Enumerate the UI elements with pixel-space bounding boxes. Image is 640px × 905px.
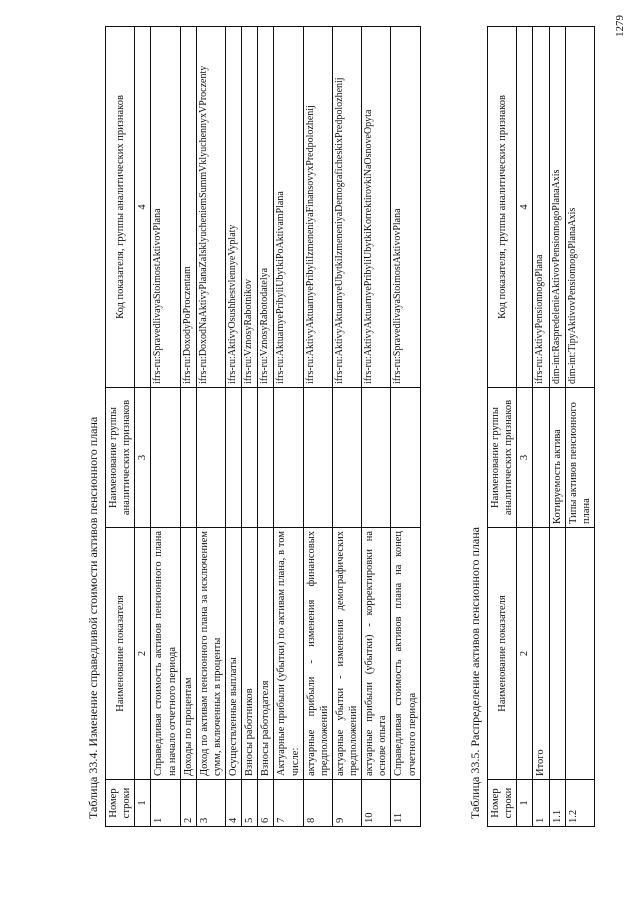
col-number: 4 bbox=[135, 27, 151, 388]
table-header-row bbox=[488, 27, 517, 827]
indicator-name-cell: Актуарные прибыли (убытки) по активам плана, в том числе: bbox=[274, 528, 303, 780]
table-row bbox=[362, 27, 391, 827]
indicator-code-cell: ifrs-ru:VznosyRabotnikov bbox=[242, 27, 258, 388]
col-number: 3 bbox=[135, 388, 151, 528]
indicator-name-cell: актуарные прибыли - изменения финансовых предположений bbox=[303, 528, 332, 780]
indicator-code-cell: ifrs-ru:SpravedlivayaStoimostAktivovPlana bbox=[151, 27, 180, 388]
header-group-name: Наименование группы аналитических признаков bbox=[106, 388, 135, 528]
row-number-cell: 2 bbox=[180, 780, 196, 827]
header-indicator-name: Наименование показателя bbox=[488, 528, 517, 780]
row-number-cell: 10 bbox=[362, 780, 391, 827]
table-row bbox=[565, 27, 594, 827]
indicator-code-cell: dim-int:TipyAktivovPensionnogoPlanaAxis bbox=[565, 27, 594, 388]
group-name-cell bbox=[242, 388, 258, 528]
indicator-code-cell: ifrs-ru:AktivyAktuarnyePribyliUbytkiKorrektirovkiNaOsnoveOpyta bbox=[362, 27, 391, 388]
table-33-5 bbox=[487, 26, 595, 827]
table-row bbox=[274, 27, 303, 827]
indicator-code-cell: ifrs-ru:DoxodyPoProczentam bbox=[180, 27, 196, 388]
col-number: 1 bbox=[517, 780, 533, 827]
row-number-cell: 3 bbox=[196, 780, 225, 827]
table-row bbox=[151, 27, 180, 827]
header-code: Код показателя, группы аналитических признаков bbox=[106, 27, 135, 388]
indicator-name-cell: Осуществленные выплаты bbox=[226, 528, 242, 780]
table-row bbox=[391, 27, 420, 827]
group-name-cell bbox=[151, 388, 180, 528]
group-name-cell bbox=[226, 388, 242, 528]
group-name-cell: Типы активов пенсионного плана bbox=[565, 388, 594, 528]
indicator-code-cell: ifrs-ru:AktivyAktuarnyePribyliIzmeneniyaFinansovyxPredpolozhenij bbox=[303, 27, 332, 388]
row-number-cell: 4 bbox=[226, 780, 242, 827]
col-number: 4 bbox=[517, 27, 533, 388]
table-row bbox=[303, 27, 332, 827]
group-name-cell bbox=[274, 388, 303, 528]
indicator-name-cell: Взносы работников bbox=[242, 528, 258, 780]
row-number-cell: 11 bbox=[391, 780, 420, 827]
table-33-4 bbox=[105, 26, 421, 827]
indicator-code-cell: dim-int:RaspredelenieAktivovPensionnogoPlanaAxis bbox=[549, 27, 565, 388]
indicator-name-cell bbox=[565, 528, 594, 780]
row-number-cell: 9 bbox=[332, 780, 361, 827]
indicator-name-cell: Доход по активам пенсионного плана за исключением сумм, включенных в проценты bbox=[196, 528, 225, 780]
indicator-name-cell: Справедливая стоимость активов пенсионного плана на начало отчетного периода bbox=[151, 528, 180, 780]
table-row bbox=[258, 27, 274, 827]
col-number: 1 bbox=[135, 780, 151, 827]
col-number: 3 bbox=[517, 388, 533, 528]
table-33-4-title: Таблица 33.4. Изменение справедливой стоимости активов пенсионного плана bbox=[86, 416, 100, 819]
indicator-name-cell: актуарные убытки - изменения демографических предположений bbox=[332, 528, 361, 780]
table-row bbox=[196, 27, 225, 827]
group-name-cell: Котируемость актива bbox=[549, 388, 565, 528]
indicator-code-cell: ifrs-ru:SpravedlivayaStoimostAktivovPlana bbox=[391, 27, 420, 388]
header-group-name: Наименование группы аналитических признаков bbox=[488, 388, 517, 528]
table-row bbox=[332, 27, 361, 827]
row-number-cell: 5 bbox=[242, 780, 258, 827]
table-row bbox=[242, 27, 258, 827]
indicator-name-cell: Взносы работодателя bbox=[258, 528, 274, 780]
group-name-cell bbox=[533, 388, 549, 528]
indicator-name-cell: Итого bbox=[533, 528, 549, 780]
group-name-cell bbox=[258, 388, 274, 528]
table-row bbox=[226, 27, 242, 827]
row-number-cell: 1.2 bbox=[565, 780, 594, 827]
header-indicator-name: Наименование показателя bbox=[106, 528, 135, 780]
indicator-code-cell: ifrs-ru:VznosyRabotodatelya bbox=[258, 27, 274, 388]
col-number: 2 bbox=[517, 528, 533, 780]
indicator-code-cell: ifrs-ru:AktivyPensionnogoPlana bbox=[533, 27, 549, 388]
row-number-cell: 8 bbox=[303, 780, 332, 827]
table-row bbox=[533, 27, 549, 827]
indicator-name-cell bbox=[549, 528, 565, 780]
indicator-code-cell: ifrs-ru:DoxodNaAktivyPlanaZaIsklyucheniemSummVklyuchennyxVProczenty bbox=[196, 27, 225, 388]
page-number: 1279 bbox=[614, 15, 626, 37]
indicator-name-cell: актуарные прибыли (убытки) - корректировки на основе опыта bbox=[362, 528, 391, 780]
table-header-row bbox=[106, 27, 135, 827]
row-number-cell: 7 bbox=[274, 780, 303, 827]
row-number-cell: 1 bbox=[151, 780, 180, 827]
indicator-code-cell: ifrs-ru:AktuarnyePribyliUbytkiPoAktivamPlana bbox=[274, 27, 303, 388]
indicator-code-cell: ifrs-ru:AktivyOsushhestvlennyeVyplaty bbox=[226, 27, 242, 388]
column-number-row bbox=[517, 27, 533, 827]
table-33-5-title: Таблица 33.5. Распределение активов пенсионного плана bbox=[468, 527, 482, 819]
indicator-name-cell: Доходы по процентам bbox=[180, 528, 196, 780]
indicator-code-cell: ifrs-ru:AktivyAktuarnyeUbytkiIzmeneniyaDemograficheskixPredpolozhenij bbox=[332, 27, 361, 388]
group-name-cell bbox=[180, 388, 196, 528]
header-row-number: Номер строки bbox=[106, 780, 135, 827]
row-number-cell: 1.1 bbox=[549, 780, 565, 827]
table-row bbox=[180, 27, 196, 827]
group-name-cell bbox=[391, 388, 420, 528]
row-number-cell: 6 bbox=[258, 780, 274, 827]
indicator-name-cell: Справедливая стоимость активов плана на конец отчетного периода bbox=[391, 528, 420, 780]
table-row bbox=[549, 27, 565, 827]
group-name-cell bbox=[362, 388, 391, 528]
group-name-cell bbox=[303, 388, 332, 528]
group-name-cell bbox=[196, 388, 225, 528]
header-code: Код показателя, группы аналитических признаков bbox=[488, 27, 517, 388]
col-number: 2 bbox=[135, 528, 151, 780]
column-number-row bbox=[135, 27, 151, 827]
group-name-cell bbox=[332, 388, 361, 528]
row-number-cell: 1 bbox=[533, 780, 549, 827]
header-row-number: Номер строки bbox=[488, 780, 517, 827]
